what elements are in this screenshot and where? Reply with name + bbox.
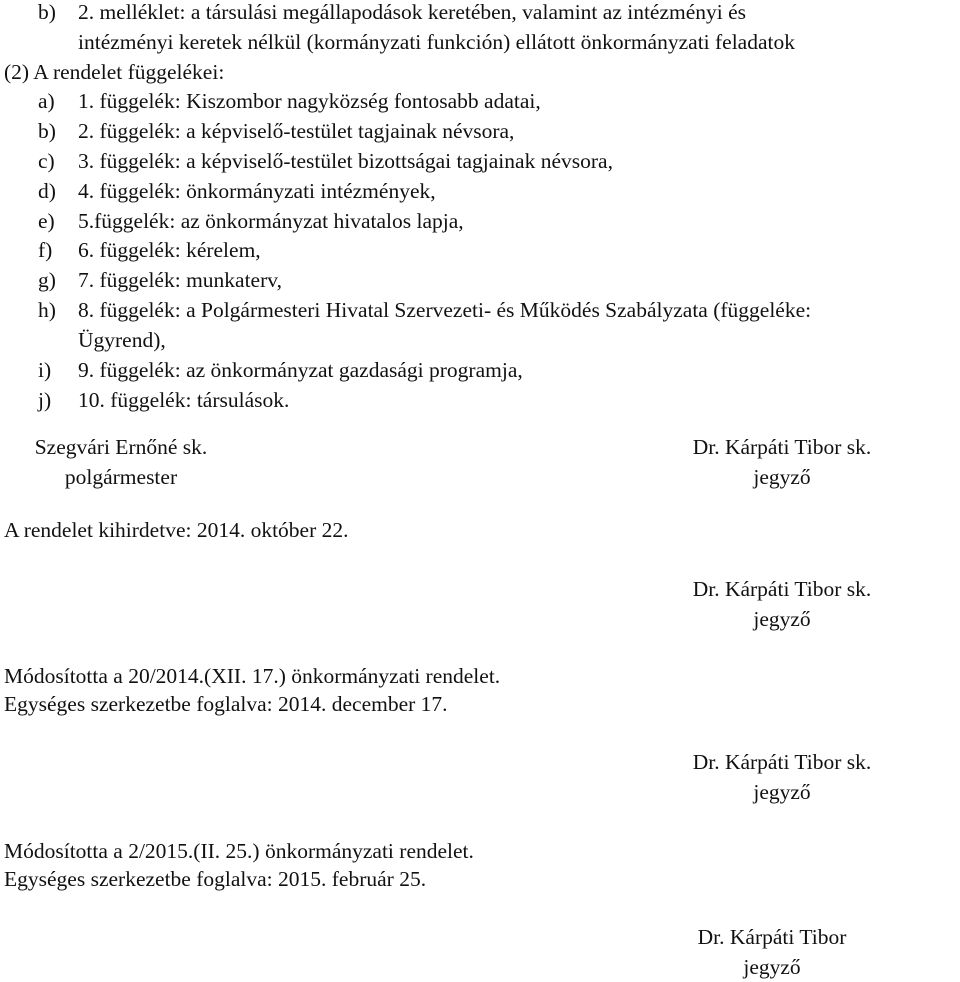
list-item: [38, 119, 514, 143]
item-text: 2. függelék: a képviselő-testület tagjainak névsora,: [78, 119, 515, 143]
item-text: 10. függelék: társulások.: [78, 388, 290, 412]
list-item: [38, 89, 541, 113]
item-text-continuation: intézményi keretek nélkül (kormányzati funkción) ellátott önkormányzati feladatok: [78, 30, 795, 54]
list-item: [38, 179, 436, 203]
item-text-continuation: Ügyrend),: [78, 328, 166, 352]
amendment-text: Módosította a 20/2014.(XII. 17.) önkormányzati rendelet.: [4, 664, 501, 688]
item-text: 2. melléklet: a társulási megállapodások keretében, valamint az intézményi és: [78, 0, 747, 24]
list-item: [38, 268, 282, 292]
notary-signature: [672, 574, 892, 634]
item-text: 7. függelék: munkaterv,: [78, 268, 282, 292]
list-item: [38, 388, 289, 412]
notary-name: Dr. Kárpáti Tibor sk.: [692, 435, 872, 459]
item-label: g): [38, 268, 56, 292]
item-label: b): [38, 0, 56, 24]
notary-title: jegyző: [753, 607, 811, 631]
mayor-name: Szegvári Ernőné sk.: [34, 435, 208, 459]
list-item: [38, 298, 811, 322]
item-label: h): [38, 298, 56, 322]
notary-title: jegyző: [753, 465, 811, 489]
item-label: c): [38, 149, 55, 173]
notary-name: Dr. Kárpáti Tibor sk.: [692, 750, 872, 774]
item-label: i): [38, 358, 52, 382]
consolidation-text: Egységes szerkezetbe foglalva: 2014. december 17.: [4, 692, 448, 716]
list-item: [38, 209, 464, 233]
item-label: a): [38, 89, 55, 113]
item-label: e): [38, 209, 55, 233]
mayor-title: polgármester: [64, 465, 178, 489]
item-text: 8. függelék: a Polgármesteri Hivatal Szervezeti- és Működés Szabályzata (függeléke:: [78, 298, 812, 322]
item-text: 5.függelék: az önkormányzat hivatalos lapja,: [78, 209, 464, 233]
notary-title: jegyző: [753, 780, 811, 804]
item-label: j): [38, 388, 52, 412]
promulgation-text: A rendelet kihirdetve: 2014. október 22.: [4, 518, 349, 542]
item-text: 9. függelék: az önkormányzat gazdasági programja,: [78, 358, 523, 382]
section-intro: (2) A rendelet függelékei:: [4, 60, 225, 84]
list-item: [38, 0, 746, 24]
notary-title: jegyző: [743, 955, 801, 979]
item-label: d): [38, 179, 56, 203]
list-item: [38, 149, 613, 173]
item-label: b): [38, 119, 56, 143]
list-item: [38, 358, 523, 382]
amendment-text: Módosította a 2/2015.(II. 25.) önkormányzati rendelet.: [4, 839, 474, 863]
notary-name: Dr. Kárpáti Tibor sk.: [692, 577, 872, 601]
consolidation-text: Egységes szerkezetbe foglalva: 2015. február 25.: [4, 867, 427, 891]
notary-signature: [672, 432, 892, 492]
item-label: f): [38, 238, 53, 262]
notary-signature: [672, 747, 892, 807]
notary-name: Dr. Kárpáti Tibor: [697, 925, 847, 949]
notary-signature: [672, 922, 872, 982]
item-text: 4. függelék: önkormányzati intézmények,: [78, 179, 436, 203]
list-item: [38, 238, 261, 262]
item-text: 6. függelék: kérelem,: [78, 238, 261, 262]
item-text: 1. függelék: Kiszombor nagyközség fontosabb adatai,: [78, 89, 541, 113]
item-text: 3. függelék: a képviselő-testület bizottságai tagjainak névsora,: [78, 149, 613, 173]
mayor-signature: [16, 432, 226, 492]
